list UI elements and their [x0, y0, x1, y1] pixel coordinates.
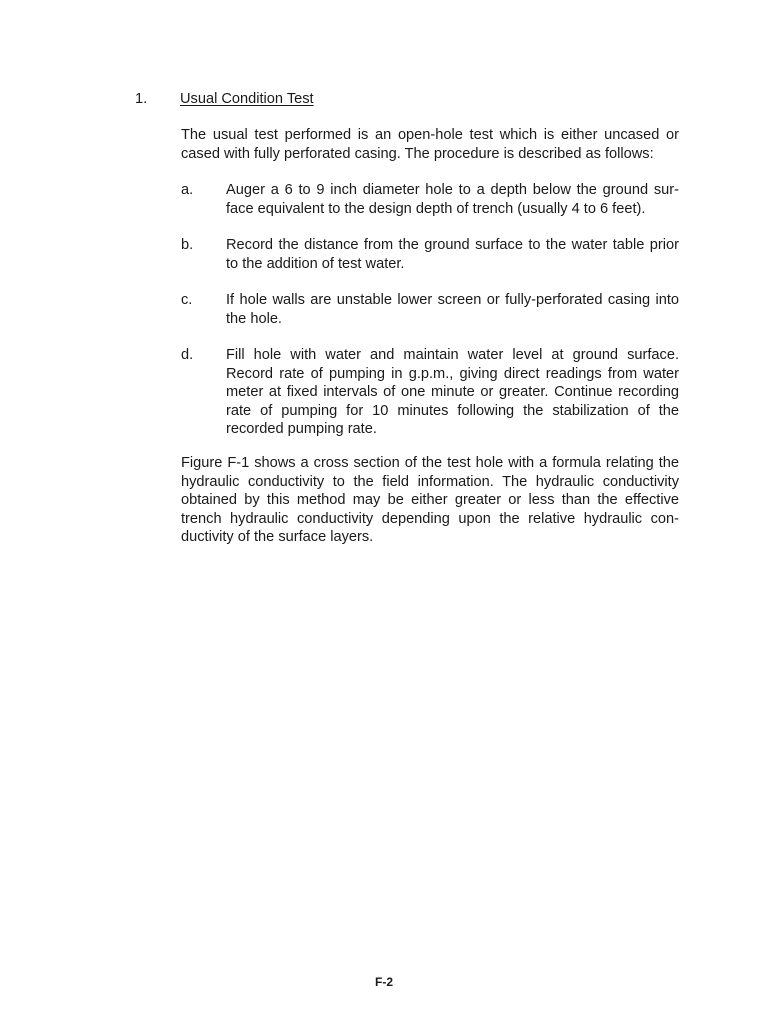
page-number: F-2 — [375, 975, 393, 989]
section-title: Usual Condition Test — [180, 91, 314, 107]
step-text: If hole walls are unstable lower screen or fully-perforated casing into the hole. — [226, 292, 679, 327]
section-number: 1. — [135, 91, 148, 107]
step-letter: c. — [181, 292, 193, 308]
step-text: Record the distance from the ground surface to the water table prior to the addition of test water. — [226, 237, 679, 272]
section-heading — [135, 90, 675, 109]
closing-paragraph: Figure F-1 shows a cross section of the test hole with a formula relating the hydraulic conductivity to the field information. The hydraulic conductivity obtained by this method may be either greater or less than the effective trench hydraulic conductivity depending upon the relative hydraulic con-ductivity of the surface layers. — [181, 455, 679, 545]
step-text: Auger a 6 to 9 inch diameter hole to a depth below the ground sur-face equivalent to the design depth of trench (usually 4 to 6 feet). — [226, 182, 679, 217]
step-letter: b. — [181, 237, 194, 253]
intro-paragraph: The usual test performed is an open-hole test which is either uncased or cased with fully perforated casing. The procedure is described as follows: — [181, 127, 679, 162]
step-text: Fill hole with water and maintain water level at ground surface. Record rate of pumping in g.p.m., giving direct readings from water meter at fixed intervals of one minute or greater. Continue recording rate of pumping for 10 minutes following the stabilization of the recorded pumping rate. — [226, 347, 679, 437]
step-letter: d. — [181, 347, 194, 363]
step-letter: a. — [181, 182, 194, 198]
